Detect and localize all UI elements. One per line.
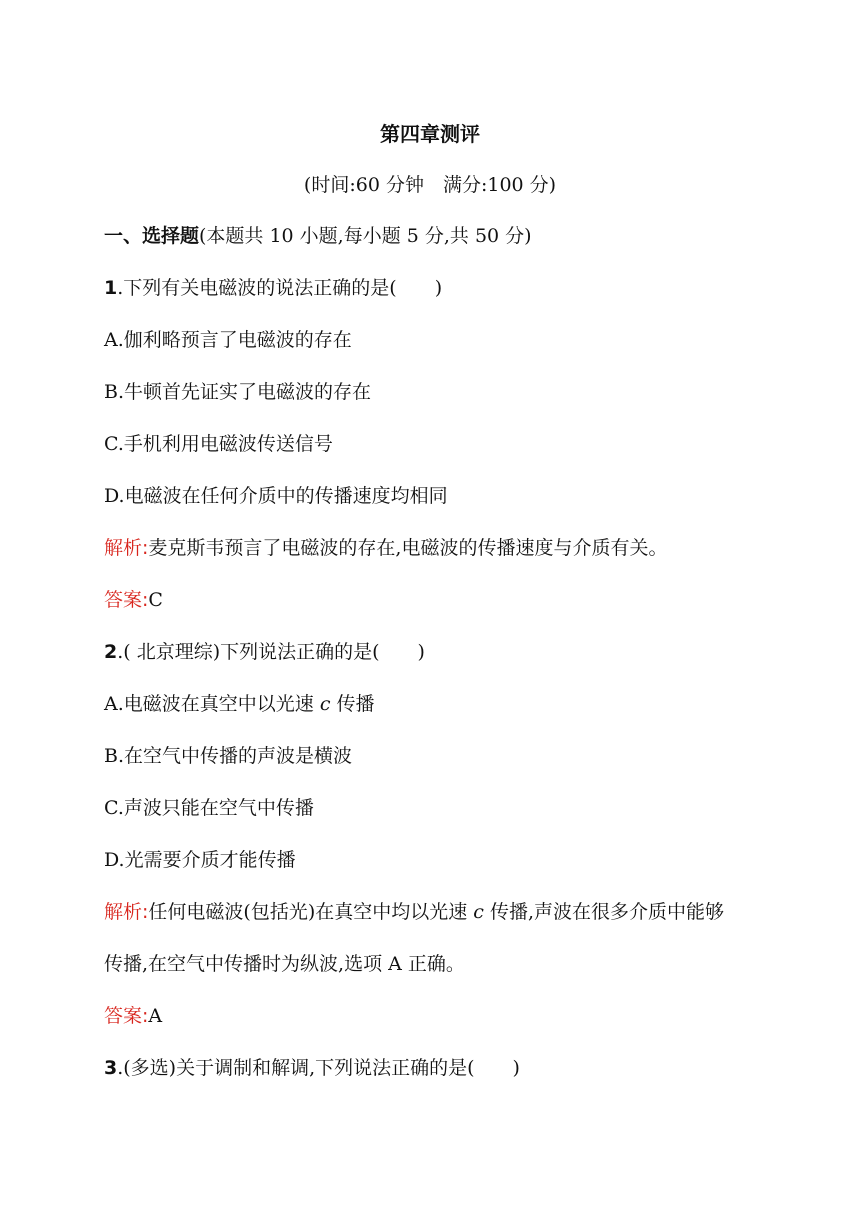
analysis-text: 麦克斯韦预言了电磁波的存在,电磁波的传播速度与介质有关。: [148, 537, 668, 559]
exam-info: (时间:60 分钟 满分:100 分): [303, 174, 557, 196]
question-2-analysis-line-2: 传播,在空气中传播时为纵波,选项 A 正确。: [104, 953, 465, 975]
question-number: 3: [104, 1057, 118, 1079]
answer-value: C: [148, 589, 163, 611]
question-1-option-a: A.伽利略预言了电磁波的存在: [104, 329, 352, 351]
section-title: 一、选择题: [104, 225, 200, 247]
question-2-option-a: [104, 692, 375, 716]
analysis-label: 解析:: [104, 901, 149, 923]
question-1-stem: [104, 276, 442, 300]
question-2-option-d: D.光需要介质才能传播: [104, 849, 296, 871]
question-number: 1: [104, 277, 118, 299]
question-1-option-b: B.牛顿首先证实了电磁波的存在: [104, 381, 372, 403]
analysis-text: 任何电磁波(包括光)在真空中均以光速: [148, 901, 474, 923]
question-text: .(多选)关于调制和解调,下列说法正确的是( ): [117, 1057, 520, 1079]
question-1-option-c: C.手机利用电磁波传送信号: [104, 433, 333, 455]
variable-c: c: [473, 901, 484, 923]
question-2-answer: [104, 1004, 162, 1028]
question-2-option-b: B.在空气中传播的声波是横波: [104, 745, 353, 767]
question-1-answer: [104, 588, 163, 612]
question-text: .下列有关电磁波的说法正确的是( ): [117, 277, 443, 299]
option-text-end: 传播: [330, 693, 375, 715]
page-title: 第四章测评: [380, 122, 480, 146]
option-text: A.电磁波在真空中以光速: [104, 693, 320, 715]
question-2-analysis: [104, 900, 724, 924]
question-text: .( 北京理综)下列说法正确的是( ): [117, 641, 425, 663]
analysis-label: 解析:: [104, 537, 149, 559]
answer-label: 答案:: [104, 589, 149, 611]
question-2-option-c: C.声波只能在空气中传播: [104, 797, 314, 819]
section-note: (本题共 10 小题,每小题 5 分,共 50 分): [199, 225, 532, 247]
analysis-text-end: 传播,声波在很多介质中能够: [483, 901, 725, 923]
answer-value: A: [148, 1005, 163, 1027]
question-1-option-d: D.电磁波在任何介质中的传播速度均相同: [104, 485, 448, 507]
question-number: 2: [104, 641, 118, 663]
section-heading: [104, 224, 532, 248]
question-3-stem: [104, 1056, 520, 1080]
answer-label: 答案:: [104, 1005, 149, 1027]
variable-c: c: [319, 693, 331, 715]
question-2-stem: [104, 640, 425, 664]
question-1-analysis: [104, 536, 667, 560]
